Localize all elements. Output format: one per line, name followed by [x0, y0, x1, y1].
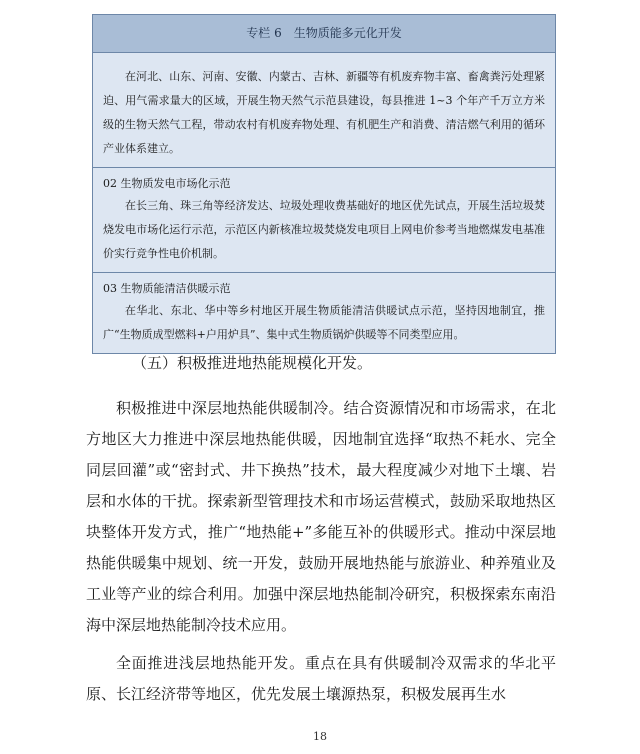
box-section-power: [93, 168, 555, 273]
box-section-biogas: [93, 53, 555, 168]
box-title: 专栏 6 生物质能多元化开发: [93, 15, 555, 53]
box-section-heating: [93, 273, 555, 353]
paragraph: 积极推进中深层地热能供暖制冷。结合资源情况和市场需求，在北方地区大力推进中深层地热能供暖，因地制宜选择“取热不耗水、完全同层回灌”或“密封式、井下换热”技术，最大程度减少对地下土壤、岩层和水体的干扰。探索新型管理技术和市场运营模式，鼓励采取地热区块整体开发方式，推广“地热能+”多能互补的供暖形式。推动中深层地热能供暖集中规划、统一开发，鼓励开展地热能与旅游业、种养殖业及工业等产业的综合利用。加强中深层地热能制冷研究，积极探索东南沿海中深层地热能制冷技术应用。: [86, 399, 556, 634]
section-body: 在河北、山东、河南、安徽、内蒙古、吉林、新疆等有机废弃物丰富、畜禽粪污处理紧迫、用气需求量大的区域，开展生物天然气示范县建设，每县推进 1~3 个年产千万立方米级的生物天然气工程，带动农村有机废弃物处理、有机肥生产和消费、清洁燃气利用的循环产业体系建立。: [103, 70, 545, 155]
section-body: 在华北、东北、华中等乡村地区开展生物质能清洁供暖试点示范，坚持因地制宜，推广“生物质成型燃料+户用炉具”、集中式生物质锅炉供暖等不同类型应用。: [103, 304, 545, 341]
subsection-heading: （五）积极推进地热能规模化开发。: [132, 354, 373, 372]
section-heading: 02 生物质发电市场化示范: [103, 177, 231, 190]
page-number: 18: [313, 730, 327, 743]
section-heading: 03 生物质能清洁供暖示范: [103, 282, 231, 295]
special-column-box: [92, 14, 556, 354]
paragraph: 全面推进浅层地热能开发。重点在具有供暖制冷双需求的华北平原、长江经济带等地区，优先发展土壤源热泵，积极发展再生水: [86, 654, 556, 703]
section-body: 在长三角、珠三角等经济发达、垃圾处理收费基础好的地区优先试点，开展生活垃圾焚烧发电市场化运行示范，示范区内新核准垃圾焚烧发电项目上网电价参考当地燃煤发电基准价实行竞争性电价机制。: [103, 199, 545, 260]
